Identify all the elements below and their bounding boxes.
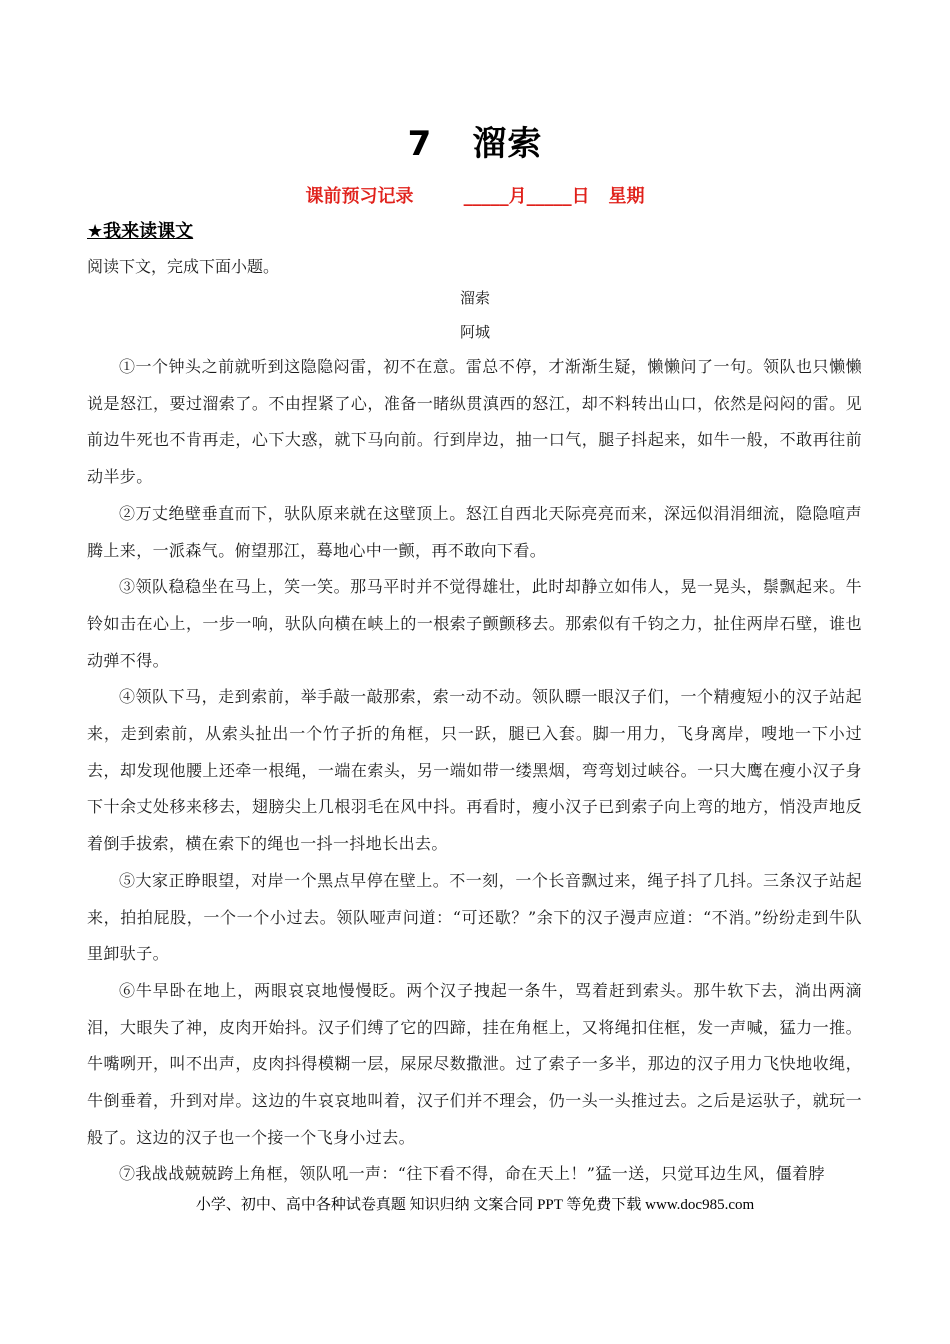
- month-blank: _____月: [463, 186, 527, 207]
- paragraph-2: ②万丈绝壁垂直而下，驮队原来就在这壁顶上。怒江自西北天际亮亮而来，深远似涓涓细流，隐隐喧声腾上来，一派森气。俯望那江，蓦地心中一颤，再不敢向下看。: [87, 503, 862, 560]
- preview-record-line: [0, 182, 950, 208]
- lesson-number: 7: [407, 124, 433, 164]
- essay-title: 溜索: [459, 289, 490, 307]
- section-heading: ★我来读课文: [87, 221, 194, 242]
- lesson-name: 溜索: [472, 124, 543, 164]
- record-label: 课前预习记录: [305, 186, 414, 207]
- paragraph-1: ①一个钟头之前就听到这隐隐闷雷，初不在意。雷总不停，才渐渐生疑，懒懒问了一句。领队也只懒懒说是怒江，要过溜索了。不由捏紧了心，准备一睹纵贯滇西的怒江，却不料转出山口，依然是闷闷的雷。见前边牛死也不肯再走，心下大惑，就下马向前。行到岸边，抽一口气，腿子抖起来，如牛一般，不敢再往前动半步。: [87, 357, 862, 487]
- reading-instruction: 阅读下文，完成下面小题。: [87, 257, 280, 276]
- paragraph-4: ④领队下马，走到索前，举手敲一敲那索，索一动不动。领队瞟一眼汉子们，一个精瘦短小的汉子站起来，走到索前，从索头扯出一个竹子折的角框，只一跃，腿已入套。脚一用力，飞身离岸，嗖地一下小过去，却发现他腰上还牵一根绳，一端在索头，另一端如带一缕黑烟，弯弯划过峡谷。一只大鹰在瘦小汉子身下十余丈处移来移去，翅膀尖上几根羽毛在风中抖。再看时，瘦小汉子已到索子向上弯的地方，悄没声地反着倒手拔索，横在索下的绳也一抖一抖地长出去。: [87, 687, 862, 854]
- weekday-label: 星期: [608, 186, 645, 207]
- paragraph-6: ⑥牛早卧在地上，两眼哀哀地慢慢眨。两个汉子拽起一条牛，骂着赶到索头。那牛软下去，淌出两滴泪，大眼失了神，皮肉开始抖。汉子们缚了它的四蹄，挂在角框上，又将绳扣住框，发一声喊，猛力一推。牛嘴咧开，叫不出声，皮肉抖得模糊一层，屎尿尽数撒泄。过了索子一多半，那边的汉子用力飞快地收绳，牛倒垂着，升到对岸。这边的牛哀哀地叫着，汉子们并不理会，仍一头一头推过去。之后是运驮子，就玩一般了。这边的汉子也一个接一个飞身小过去。: [87, 980, 862, 1147]
- lesson-title: [0, 116, 950, 165]
- paragraph-7: ⑦我战战兢兢跨上角框，领队吼一声：“往下看不得，命在天上！”猛一送，只觉耳边生风，僵着脖: [119, 1164, 825, 1184]
- essay-author: 阿城: [459, 323, 490, 341]
- essay-body: [87, 349, 862, 1193]
- day-blank: _____日: [526, 186, 590, 207]
- page-footer: 小学、初中、高中各种试卷真题 知识归纳 文案合同 PPT 等免费下载 www.doc985.com: [195, 1197, 755, 1213]
- paragraph-5: ⑤大家正睁眼望，对岸一个黑点早停在壁上。不一刻，一个长音飘过来，绳子抖了几抖。三条汉子站起来，拍拍屁股，一个一个小过去。领队哑声问道：“可还歇？”余下的汉子漫声应道：“不消。”纷纷走到牛队里卸驮子。: [87, 870, 862, 964]
- paragraph-3: ③领队稳稳坐在马上，笑一笑。那马平时并不觉得雄壮，此时却静立如伟人，晃一晃头，鬃飘起来。牛铃如击在心上，一步一响，驮队向横在峡上的一根索子颤颤移去。那索似有千钧之力，扯住两岸石壁，谁也动弹不得。: [87, 577, 862, 670]
